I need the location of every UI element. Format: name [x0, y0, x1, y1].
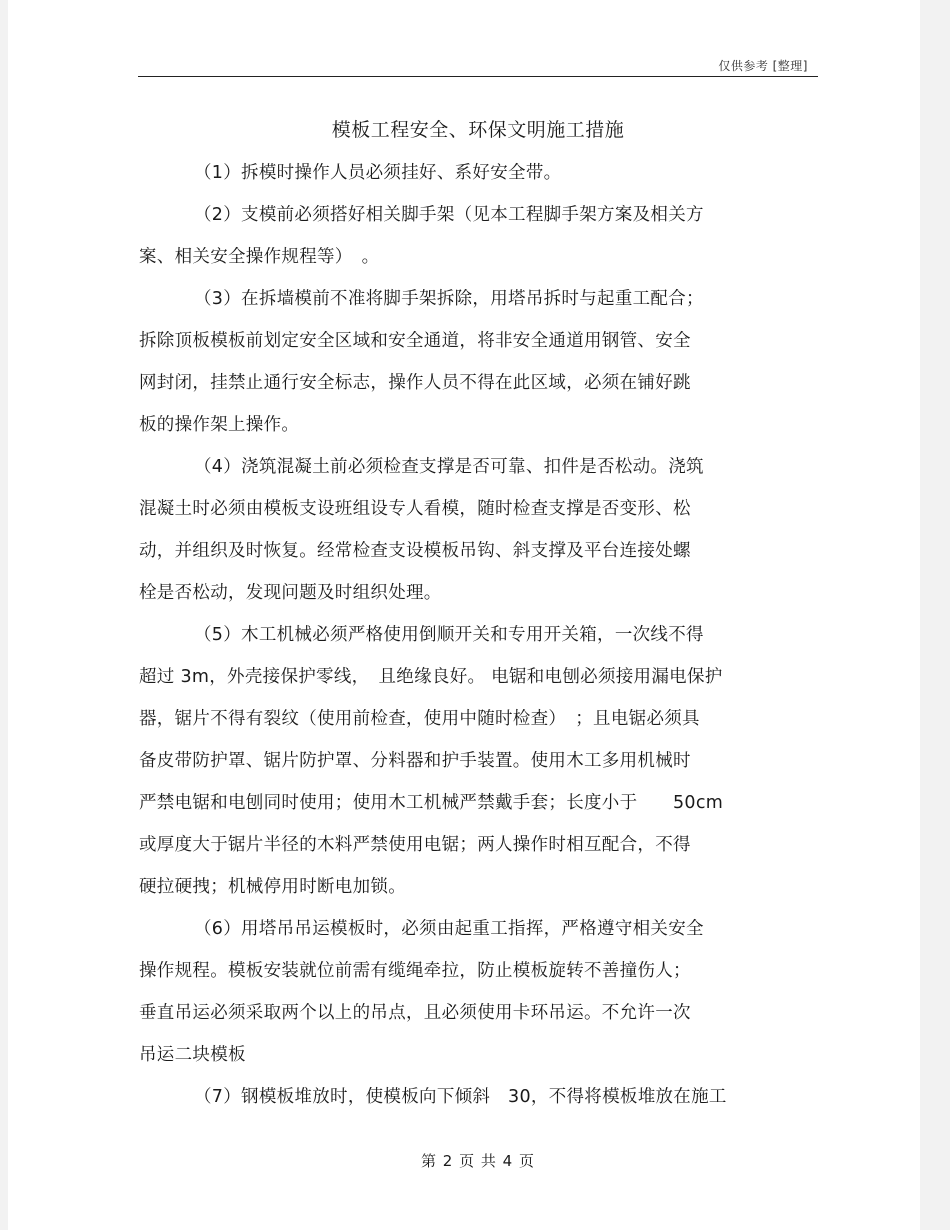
body-line: （2）支模前必须搭好相关脚手架（见本工程脚手架方案及相关方: [194, 205, 704, 225]
body-line: （4）浇筑混凝土前必须检查支撑是否可靠、扣件是否松动。浇筑: [194, 457, 704, 477]
body-line: 或厚度大于锯片半径的木料严禁使用电锯；两人操作时相互配合，不得: [139, 835, 691, 855]
body-line: 拆除顶板模板前划定安全区域和安全通道，将非安全通道用钢管、安全: [139, 331, 691, 351]
body-line: （6）用塔吊吊运模板时，必须由起重工指挥，严格遵守相关安全: [194, 919, 704, 939]
body-line: 备皮带防护罩、锯片防护罩、分料器和护手装置。使用木工多用机械时: [139, 751, 691, 771]
body-line: 硬拉硬拽；机械停用时断电加锁。: [139, 877, 406, 897]
body-line: （3）在拆墙模前不准将脚手架拆除，用塔吊拆时与起重工配合；: [194, 289, 704, 309]
header-divider: [138, 76, 818, 77]
body-line: 混凝土时必须由模板支设班组设专人看模，随时检查支撑是否变形、松: [139, 499, 691, 519]
document-body: [139, 152, 819, 1118]
body-line: 超过 3m，外壳接保护零线， 且绝缘良好。 电锯和电刨必须接用漏电保护: [139, 667, 723, 687]
body-line: 严禁电锯和电刨同时使用；使用木工机械严禁戴手套；长度小于 50cm: [139, 793, 724, 813]
body-line: 栓是否松动，发现问题及时组织处理。: [139, 583, 442, 603]
body-line: 板的操作架上操作。: [139, 415, 300, 435]
body-line: 器，锯片不得有裂纹（使用前检查，使用中随时检查） ；且电锯必须具: [139, 709, 700, 729]
document-page: [8, 0, 920, 1230]
body-line: 网封闭，挂禁止通行安全标志，操作人员不得在此区域，必须在铺好跳: [139, 373, 691, 393]
body-line: 动，并组织及时恢复。经常检查支设模板吊钩、斜支撑及平台连接处螺: [139, 541, 691, 561]
body-line: 操作规程。模板安装就位前需有缆绳牵拉，防止模板旋转不善撞伤人；: [139, 961, 691, 981]
body-line: 吊运二块模板: [139, 1045, 246, 1065]
body-line: 垂直吊运必须采取两个以上的吊点，且必须使用卡环吊运。不允许一次: [139, 1003, 691, 1023]
header-note: 仅供参考 [整理]: [718, 59, 808, 73]
body-line: 案、相关安全操作规程等） 。: [139, 247, 380, 267]
body-line: （7）钢模板堆放时，使模板向下倾斜 30，不得将模板堆放在施工: [194, 1087, 727, 1107]
page-footer: 第 2 页 共 4 页: [421, 1152, 535, 1170]
body-line: （5）木工机械必须严格使用倒顺开关和专用开关箱，一次线不得: [194, 625, 704, 645]
body-line: （1）拆模时操作人员必须挂好、系好安全带。: [194, 163, 562, 183]
document-title: 模板工程安全、环保文明施工措施: [331, 119, 625, 141]
